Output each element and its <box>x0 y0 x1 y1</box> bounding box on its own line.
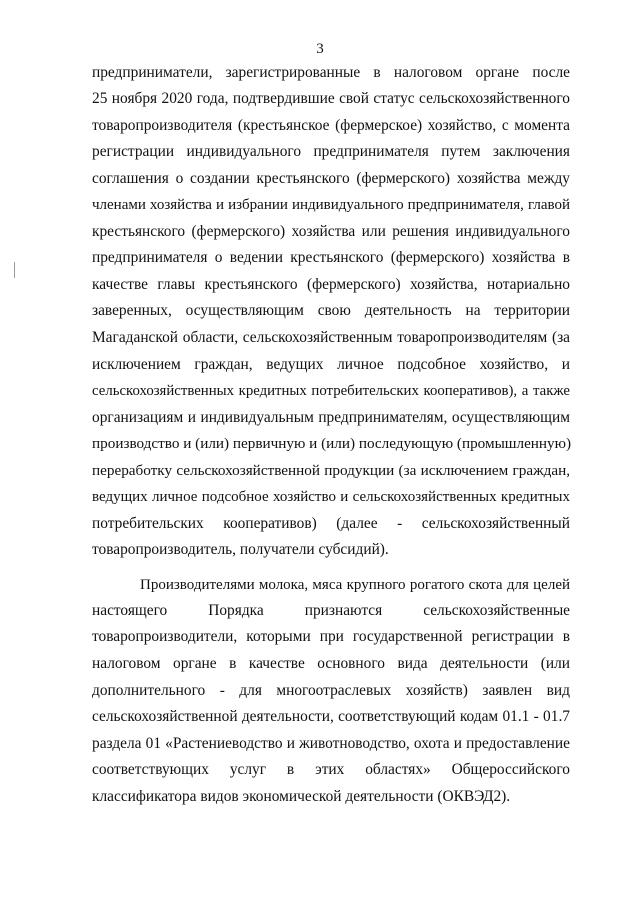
paragraph-2-line: дополнительного - для многоотраслевых хозяйств) заявлен вид <box>92 682 570 699</box>
margin-mark <box>14 262 15 278</box>
paragraph-1-line: переработку сельскохозяйственной продукции (за исключением граждан, <box>92 462 570 479</box>
paragraph-1-line: ведущих личное подсобное хозяйство и сельскохозяйственных кредитных <box>92 489 570 505</box>
paragraph-2-line: Производителями молока, мяса крупного рогатого скота для целей <box>140 577 570 593</box>
paragraph-1-line: соглашения о создании крестьянского (фермерского) хозяйства между <box>92 170 570 187</box>
paragraph-2-line: товаропроизводители, которыми при государственной регистрации в <box>92 628 570 645</box>
paragraph-2-line: настоящего Порядка признаются сельскохозяйственные <box>92 602 570 619</box>
paragraph-1-line: сельскохозяйственных кредитных потребительских кооперативов), а также <box>92 383 570 399</box>
paragraph-1-line: качестве главы крестьянского (фермерского) хозяйства, нотариально <box>92 276 570 293</box>
paragraph-2-line: классификатора видов экономической деятельности (ОКВЭД2). <box>92 788 511 805</box>
page-number: 3 <box>316 41 324 57</box>
paragraph-1-line: Магаданской области, сельскохозяйственным товаропроизводителям (за <box>92 329 570 346</box>
paragraph-1-line: организациям и индивидуальным предпринимателям, осуществляющим <box>92 409 570 426</box>
paragraph-1-line: предприниматели, зарегистрированные в налоговом органе после <box>92 64 570 81</box>
paragraph-2-line: налоговом органе в качестве основного вида деятельности (или <box>92 655 570 672</box>
paragraph-1-line: 25 ноября 2020 года, подтвердившие свой статус сельскохозяйственного <box>92 90 570 107</box>
paragraph-1-line: крестьянского (фермерского) хозяйства или решения индивидуального <box>92 223 570 240</box>
paragraph-1-line: членами хозяйства и избрании индивидуального предпринимателя, главой <box>92 197 570 213</box>
paragraph-1-line: производство и (или) первичную и (или) последующую (промышленную) <box>92 435 572 452</box>
paragraph-1-line: заверенных, осуществляющим свою деятельность на территории <box>92 302 570 319</box>
paragraph-1-line: потребительских кооперативов) (далее - сельскохозяйственный <box>92 515 570 532</box>
paragraph-1-line: товаропроизводитель, получатели субсидий). <box>92 541 389 558</box>
paragraph-1-line: исключением граждан, ведущих личное подсобное хозяйство, и <box>92 356 570 373</box>
paragraph-1-line: товаропроизводителя (крестьянское (фермерское) хозяйство, с момента <box>92 117 570 134</box>
paragraph-2-line: сельскохозяйственной деятельности, соответствующий кодам 01.1 - 01.7 <box>92 708 570 725</box>
paragraph-2-line: соответствующих услуг в этих областях» Общероссийского <box>92 761 570 778</box>
paragraph-2-line: раздела 01 «Растениеводство и животноводство, охота и предоставление <box>92 735 570 752</box>
paragraph-1-line: предпринимателя о ведении крестьянского (фермерского) хозяйства в <box>92 249 570 266</box>
paragraph-1-line: регистрации индивидуального предпринимателя путем заключения <box>92 143 570 160</box>
